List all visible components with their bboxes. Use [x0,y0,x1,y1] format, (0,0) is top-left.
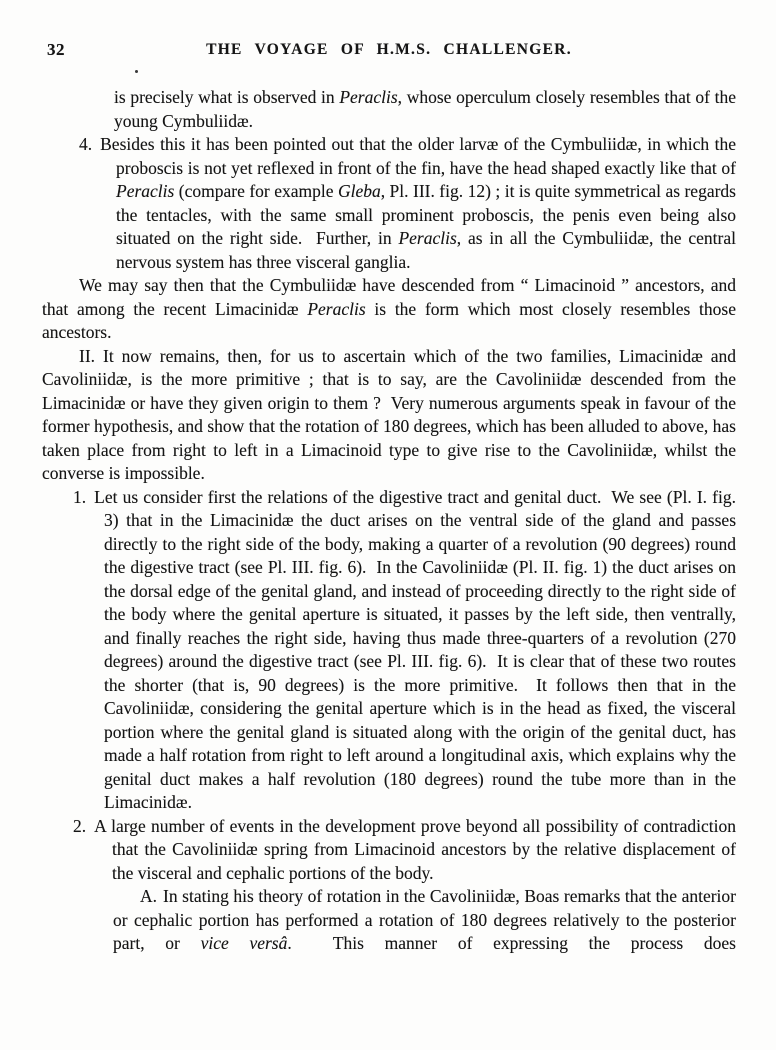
text-run: II. It now remains, then, for us to ascertain which of the two families, Limacinidæ and Cavoliniidæ, is the more primitive ; that is to say, are the Cavoliniidæ descended from the Limacinidæ or have they given origin to them ? Very numerous arguments speak in favour of the former hypothesis, and show that the rotation of 180 degrees, which has been alluded to above, has taken place from right to left in a Limacinoid type to give rise to the Cavoliniidæ, whilst the converse is impossible. [42,345,736,483]
text-run-italic: Gleba [337,181,381,201]
text-run: A large number of events in the development prove beyond all possibility of contradiction that the Cavoliniidæ spring from Limacinoid ancestors by the relative displacement of the visceral and cephalic portions of the body. [94,815,736,883]
list-item-number: 2. [73,815,87,836]
body-text [42,86,736,956]
list-item-number: 4. [79,134,93,154]
scan-speck-dot [135,70,138,73]
text-run: Let us consider first the relations of the digestive tract and genital duct. We see (Pl. I. fig. 3) that in the Limacinidæ the duct arises on the ventral side of the gland and passes directly to the right side of the body, making a quarter of a revolution (90 degrees) round the digestive tract (see Pl. III. fig. 6). In the Cavoliniidæ (Pl. II. fig. 1) the duct arises on the dorsal edge of the genital gland, and instead of proceeding directly to the right side of the body where the genital aperture is situated, it passes by the left side, then ventrally, and finally reaches the right side, having thus made three-quarters of a revolution (270 degrees) around the digestive tract (see Pl. III. fig. 6). It is clear that of these two routes the shorter (that is, 90 degrees) is the more primitive. It follows then that in the Cavoliniidæ, considering the genital aperture which is in the head as fixed, the visceral portion where the genital gland is situated along with the origin of the genital duct, has made a half rotation from right to left around a longitudinal axis, which explains why the genital duct makes a half revolution (180 degrees) round the tube more than in the Limacinidæ. [94,486,736,812]
page-number: 32 [47,40,65,59]
text-run-italic: vice versâ [200,933,288,953]
list-item-1 [42,486,736,815]
paragraph-we-may-say [42,274,736,345]
text-run-italic: Peraclis [307,298,366,319]
sub-paragraph-letter: A. [140,886,158,906]
paragraph-continuation [42,86,736,133]
text-run: In stating his theory of rotation in the Cavoliniidæ, Boas remarks that the anterior or cephalic portion has performed a rotation of 180 degrees relatively to the posterior part, or [113,886,736,953]
paragraph-sub-a [42,885,736,956]
text-run: , as in all the Cymbuliidæ, the central nervous system has three visceral ganglia. [116,228,736,272]
paragraph-section-ii [42,345,736,486]
text-run-italic: Peraclis [116,181,175,201]
text-run: Besides this it has been pointed out that the older larvæ of the Cymbuliidæ, in which the proboscis is not yet reflexed in front of the fin, have the head shaped exactly like that of [100,134,736,178]
text-run: is precisely what is observed in [114,87,340,107]
text-run-italic: Peraclis [339,87,398,107]
list-item-2 [42,815,736,886]
text-run: . This manner of expressing the process does [287,933,736,953]
list-item-number: 1. [73,486,87,507]
text-run: , whose operculum closely resembles that of the young Cymbuliidæ. [114,87,737,131]
running-header-title: THE VOYAGE OF H.M.S. CHALLENGER. [206,41,572,58]
text-run-italic: Peraclis [398,228,457,248]
text-run: (compare for example [174,181,338,201]
text-run: , Pl. III. fig. 12) ; it is quite symmetrical as regards the tentacles, with the same small prominent proboscis, the penis even being also situated on the right side. Further, in [116,181,736,248]
text-run: is the form which most closely resembles those ancestors. [42,298,736,342]
list-item-4 [42,133,736,274]
text-run: We may say then that the Cymbuliidæ have descended from “ Limacinoid ” ancestors, and that among the recent Limacinidæ [42,275,736,319]
